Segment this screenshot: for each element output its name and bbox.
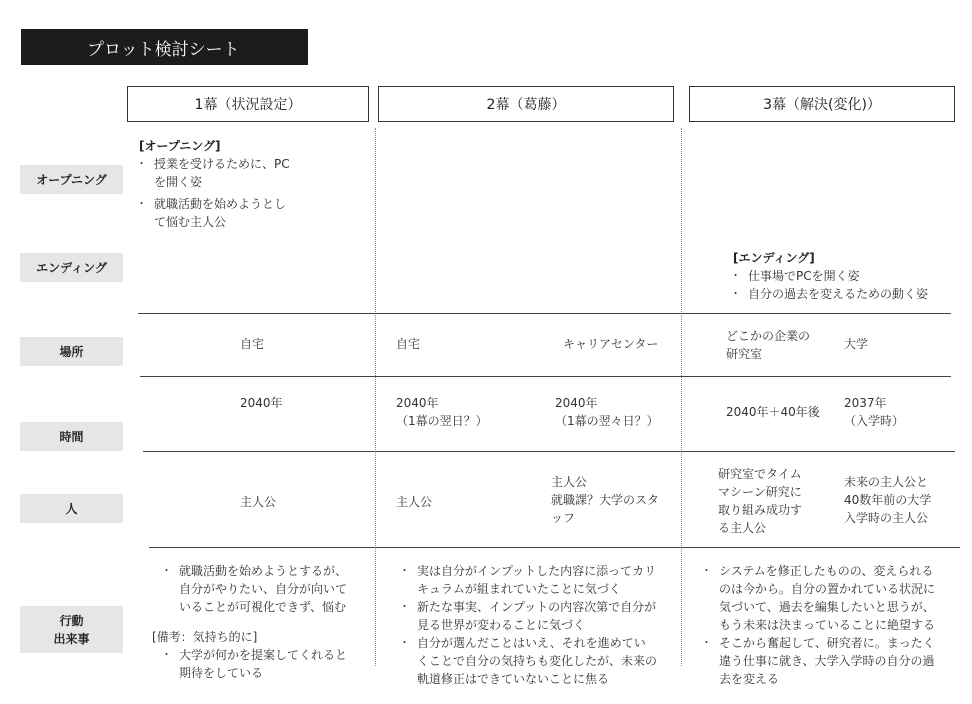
events-act1-note: [備考：気持ち的に] [152,630,258,644]
act-1-header [127,86,369,122]
opening-bullet-2 [139,195,290,231]
row-label-events-line2: 出来事 [53,631,90,646]
row-label-events-line1: 行動 [59,613,84,628]
events-act2-bullet-1-line2: キュラムが組まれていたことに気づく [417,582,621,596]
row-separator-1 [138,313,951,314]
events-act2-bullet-3-line2: くことで自分の気持ちも変化したが、未来の [417,654,658,668]
opening-heading: [オープニング] [139,139,221,153]
events-act1-bullet-1 [164,562,347,616]
events-act3-bullet-2-line1: ・ そこから奮起して、研究者に。まったく [719,636,935,650]
place-act3-lab-line2: 研究室 [726,347,763,361]
time-act2-next-day [396,394,488,430]
place-act3-lab-line1: どこかの企業の [726,329,811,343]
place-act3-lab [726,327,810,363]
time-act2-two-days [555,394,659,430]
events-act1-bullet-1-line2: 自分がやりたい、自分が向いて [179,582,348,596]
row-label-ending-text: エンディング [36,260,107,275]
people-act2-protagonist: 主人公 [396,495,433,509]
events-act1-bullet-2-line1: ・ 大学が何かを提案してくれると [179,648,348,662]
events-act3-bullet-1-line2: のは今から。自分の置かれている状況に [719,582,936,596]
row-label-people-text: 人 [65,501,78,516]
time-act2-next-day-line1: 2040年 [396,396,439,410]
events-act3-bullet-1-line4: もう未来は決まっていることに絶望する [719,618,936,632]
events-act1-bullet-2-line2: 期待をしている [179,666,264,680]
events-act2-bullet-2-line1: ・ 新たな事実、インプットの内容次第で自分が [417,600,657,614]
events-act3-bullet-1-line3: 気づいて、過去を編集したいと思うが、 [719,600,935,614]
place-act2-career-center: キャリアセンター [563,337,659,351]
people-act3-researcher [718,465,802,537]
events-act2-bullet-3-line3: 軌道修正はできていないことに焦る [417,672,610,686]
people-act3-two-selves-line2: 40数年前の大学 [844,493,932,507]
column-divider-2 [681,128,682,666]
events-act3-bullet-1 [704,562,935,634]
place-act2-home: 自宅 [396,337,421,351]
time-act3-enrollment-line1: 2037年 [844,396,887,410]
act-3-header [689,86,955,122]
people-act3-two-selves-line1: 未来の主人公と [844,475,929,489]
events-act2-bullet-3-line1: ・ 自分が選んだことはいえ、それを進めてい [417,636,646,650]
opening-bullet-1-line1: ・ 授業を受けるために、PC [154,157,290,171]
people-act3-two-selves-line3: 入学時の主人公 [844,511,929,525]
opening-bullet-1-line2: を開く姿 [154,175,203,189]
events-act2-bullet-1 [402,562,657,598]
act-3-header-label: 3幕（解決(変化)） [763,97,881,113]
events-act2-bullet-3 [402,634,657,688]
people-act2-staff-line3: ッフ [551,511,576,525]
row-label-time-text: 時間 [59,429,84,444]
time-act3-enrollment-line2: （入学時） [844,414,905,428]
events-act3-bullet-2-line2: 違う仕事に就き、大学入学時の自分の過 [719,654,935,668]
row-separator-4 [149,547,960,548]
ending-heading: [エンディング] [733,251,815,265]
time-act2-two-days-line1: 2040年 [555,396,598,410]
people-act1: 主人公 [240,495,277,509]
events-act1-bullet-2 [164,646,347,682]
opening-bullet-1 [139,155,290,191]
place-act3-university: 大学 [844,337,869,351]
row-separator-3 [143,451,955,452]
ending-bullet-1: ・ 仕事場でPCを開く姿 [733,267,928,285]
people-act3-researcher-line1: 研究室でタイム [718,467,802,481]
ending-bullet-2: ・ 自分の過去を変えるための動く姿 [733,285,928,303]
events-act3 [704,562,935,688]
page-title [21,29,308,65]
row-label-opening-text: オープニング [36,172,107,187]
people-act3-researcher-line4: る主人公 [718,521,767,535]
page-title-text: プロット検討シート [87,39,240,60]
time-act2-two-days-line2: （1幕の翌々日？） [555,414,659,428]
time-act2-next-day-line2: （1幕の翌日？） [396,414,488,428]
row-label-ending [20,253,123,282]
row-separator-2 [140,376,951,377]
row-label-events [20,606,123,653]
time-act3-enrollment [844,394,904,430]
people-act3-researcher-line2: マシーン研究に [718,485,802,499]
row-label-opening [20,165,123,194]
time-act1: 2040年 [240,396,283,410]
act-2-header [378,86,674,122]
events-act2-bullet-2-line2: 見る世界が変わることに気づく [417,618,586,632]
row-label-time [20,422,123,451]
people-act2-staff-line1: 主人公 [551,475,588,489]
opening-bullet-2-line1: ・ 就職活動を始めようとし [154,197,287,211]
events-act1 [152,562,347,682]
events-act2-bullet-1-line1: ・ 実は自分がインプットした内容に添ってカリ [417,564,657,578]
events-act2-bullet-2 [402,598,657,634]
row-label-place [20,337,123,366]
row-label-place-text: 場所 [59,344,84,359]
opening-cell [139,137,290,231]
events-act1-bullet-1-line1: ・ 就職活動を始めようとするが、 [179,564,348,578]
ending-cell [733,249,928,303]
row-label-people [20,494,123,523]
column-divider-1 [375,128,376,666]
opening-bullet-2-line2: て悩む主人公 [154,215,227,229]
events-act3-bullet-1-line1: ・ システムを修正したものの、変えられる [719,564,934,578]
events-act3-bullet-2 [704,634,935,688]
people-act2-staff-line2: 就職課？大学のスタ [551,493,660,507]
people-act3-two-selves [844,473,931,527]
act-1-header-label: 1幕（状況設定） [194,97,302,113]
time-act3-future: 2040年＋40年後 [726,405,820,419]
people-act3-researcher-line3: 取り組み成功す [718,503,803,517]
events-act3-bullet-2-line3: 去を変える [719,672,780,686]
act-2-header-label: 2幕（葛藤） [486,97,566,113]
place-act1: 自宅 [240,337,265,351]
events-act1-bullet-1-line3: いることが可視化できず、悩む [179,600,347,614]
people-act2-staff [551,473,659,527]
events-act2 [402,562,657,688]
